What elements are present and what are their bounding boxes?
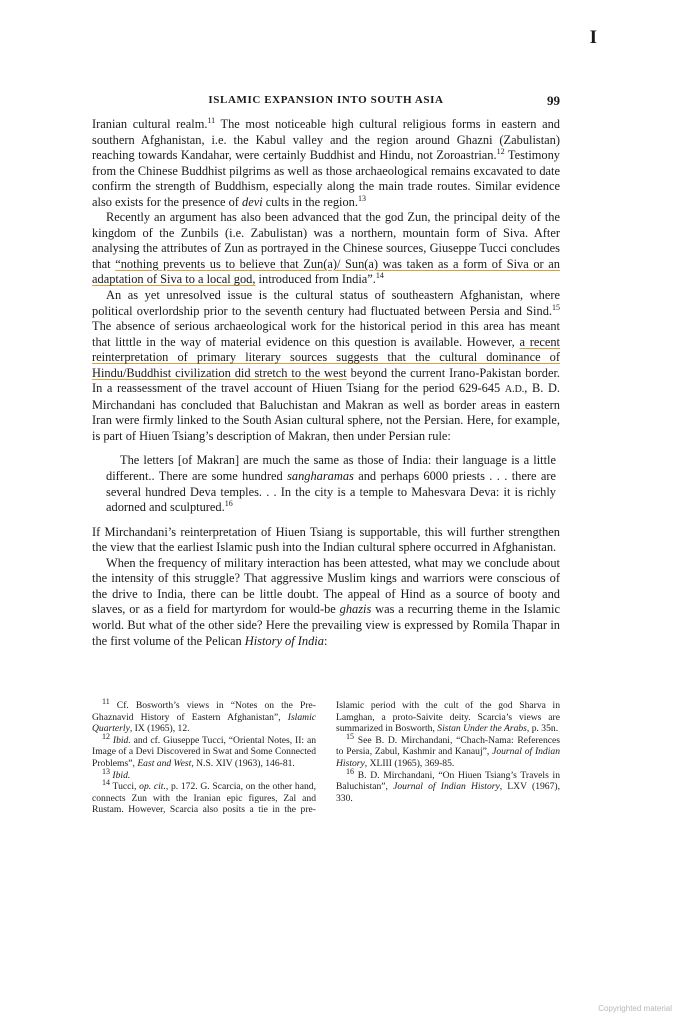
italic-title: Sistan Under the Arabs xyxy=(437,723,527,735)
text-run: : xyxy=(323,633,328,648)
footnote-ref-15: 15 xyxy=(552,302,560,312)
italic-title: Journal of Indian History xyxy=(393,781,500,793)
text-run: When the frequency of military interaction has been attested, what may we conclude about the intensity of this struggle? That aggressive Muslim kings and warriors were conscious of the drive to India, there can be little doubt. The appeal of Hind as a source of booty and slaves, or as a field for martyrdom for would-be xyxy=(92,555,560,617)
page-number: 99 xyxy=(547,93,560,108)
text-run: introduced from India”. xyxy=(255,272,376,287)
footnote-16 xyxy=(336,766,560,805)
footnotes xyxy=(92,696,560,816)
text-run: B. D. Mirchandani, “On Hiuen Tsiang’s Travels in Baluchistan”, xyxy=(336,769,560,793)
text-run: Tucci, xyxy=(110,781,140,793)
text-run: , IX (1965), 12. xyxy=(129,723,190,735)
text-run: An as yet unresolved issue is the cultural status of southeastern Afghanistan, where political overlordship prior to the seventh century had fluctuated between Persia and Sind. xyxy=(92,288,560,318)
italic-title: Journal of Indian History xyxy=(336,746,560,769)
text-run: , XLIII (1965), 369-85. xyxy=(364,757,455,769)
text-run: , p. 172. G. Scarcia, on the other hand, connects Zun with the Iranian epic figures, Zal and Rustam. However, Scarcia also posits a tie in the pre-Islamic period with the cult of the god Sharva in Lamghan, a proto-Saivite deity. Scarcia’s views are summarized in Bosworth, xyxy=(92,700,560,816)
text-run: and cf. Giuseppe Tucci, “Oriental Notes, II: an Image of a Devi Discovered in Swat and Some Connected Problems”, xyxy=(92,734,317,769)
paragraph-2 xyxy=(92,210,560,288)
footnote-number: 15 xyxy=(346,731,354,741)
text-run: and perhaps 6000 priests . . . there are several hundred Deva temples. . . In the city is a temple to Mahesvara Deva: it is richly adorned and sculptured. xyxy=(106,469,556,515)
highlighted-quote: “nothing prevents us to believe that Zun(a)/ Sun(a) was taken as a form of Siva or an adaptation of Siva to a local god, xyxy=(92,256,560,287)
footnote-number: 11 xyxy=(102,696,110,706)
italic-term: op. cit. xyxy=(139,781,166,793)
paragraph-5 xyxy=(92,556,560,649)
footnote-number: 12 xyxy=(102,731,110,741)
italic-term: devi xyxy=(242,194,263,209)
text-run: , LXV (1967), 330. xyxy=(336,781,560,804)
highlighted-passage: a recent reinterpretation of primary literary sources suggests that the cultural dominance of Hindu/Buddhist civilization did stretch to the west xyxy=(92,334,560,380)
italic-title: History of India xyxy=(244,633,324,648)
paragraph-3 xyxy=(92,288,560,444)
text-run: Testimony from the Chinese Buddhist pilgrims as well as those archaeological remains excavated to date confirm the strength of Buddhism, especially along the main trade routes. Similar evidence also exists for the presence of xyxy=(92,148,560,209)
footnote-ref-13: 13 xyxy=(357,193,366,203)
text-run: The letters [of Makran] are much the same as those of India: their language is a little different.. There are some hundred xyxy=(106,453,556,484)
paragraph-4 xyxy=(92,525,560,556)
copyright-watermark: Copyrighted material xyxy=(598,1004,672,1013)
paragraph-1 xyxy=(92,117,560,210)
italic-term: Ibid. xyxy=(112,769,131,781)
text-run: beyond the current Irano-Pakistan border. In a reassessment of the travel account of Hiuen Tsiang for the period 629-645 xyxy=(92,365,560,396)
text-run: , N.S. XIV (1963), 146-81. xyxy=(191,757,295,769)
italic-title: Islamic Quarterly xyxy=(92,711,316,735)
text-run: The most noticeable high cultural religious forms in eastern and southern Afghanistan, i.e. the Kabul valley and the region around Ghazni (Zabulistan) reaching towards Kandahar, were certainly Buddhist and Hindu, not Zoroastrian. xyxy=(92,117,560,163)
corner-mark: I xyxy=(589,27,597,48)
italic-title: East and West xyxy=(137,757,192,769)
text-run: The absence of serious archaeological work for the historical period in this area has meant that litttle in the way of material evidence on this question is available. However, xyxy=(92,319,560,349)
italic-term: sangharamas xyxy=(287,469,354,484)
footnote-ref-14: 14 xyxy=(375,271,384,281)
footnote-15 xyxy=(336,731,560,770)
footnote-12 xyxy=(92,731,317,770)
running-head xyxy=(92,94,560,112)
footnote-ref-12: 12 xyxy=(496,146,505,156)
text-run: cults in the region. xyxy=(262,194,358,209)
text-run: , p. 35n. xyxy=(526,723,559,735)
text-run: Iranian cultural realm. xyxy=(92,117,208,131)
body-text xyxy=(92,117,560,649)
footnote-number: 14 xyxy=(102,777,110,787)
footnote-number: 16 xyxy=(346,766,354,776)
text-run: Cf. Bosworth’s views in “Notes on the Pre-Ghaznavid History of Eastern Afghanistan”, xyxy=(92,700,316,723)
small-caps-era: A.D. xyxy=(504,384,525,396)
text-run: , B. D. Mirchandani has concluded that Baluchistan and Makran as well as border areas in eastern Iran were firmly linked to the South Asian cultural sphere, not the Persian. Here, for example, is part of Hiuen Tsiang’s description of Makran, then under Persian rule: xyxy=(92,381,560,443)
italic-term: ghazis xyxy=(339,602,372,617)
text-run: See B. D. Mirchandani, “Chach-Nama: References to Persia, Zabul, Kashmir and Kanauj”, xyxy=(336,734,560,758)
running-head-title: ISLAMIC EXPANSION INTO SOUTH ASIA xyxy=(208,94,444,106)
block-quote xyxy=(106,453,556,515)
text-run: was a recurring theme in the Islamic world. But what of the other side? Here the prevailing view is expressed by Romila Thapar in the first volume of the Pelican xyxy=(92,602,560,648)
footnote-number: 13 xyxy=(102,766,110,776)
footnote-ref-16: 16 xyxy=(224,499,233,508)
footnote-ref-11: 11 xyxy=(207,115,216,125)
footnote-13 xyxy=(92,766,316,782)
footnote-11 xyxy=(92,696,316,735)
italic-term: Ibid. xyxy=(112,734,131,746)
text-run: Recently an argument has also been advanced that the god Zun, the principal deity of the kingdom of the Zunbils (i.e. Zabulistan) was a northern, mountain form of Siva. After analysing the attributes of Zun as portrayed in the Chinese sources, Giuseppe Tucci concludes that xyxy=(92,210,560,271)
text-run: If Mirchandani’s reinterpretation of Hiuen Tsiang is supportable, this will further strengthen the view that the earliest Islamic push into the Indian cultural sphere occurred in Afghanistan. xyxy=(92,524,560,555)
